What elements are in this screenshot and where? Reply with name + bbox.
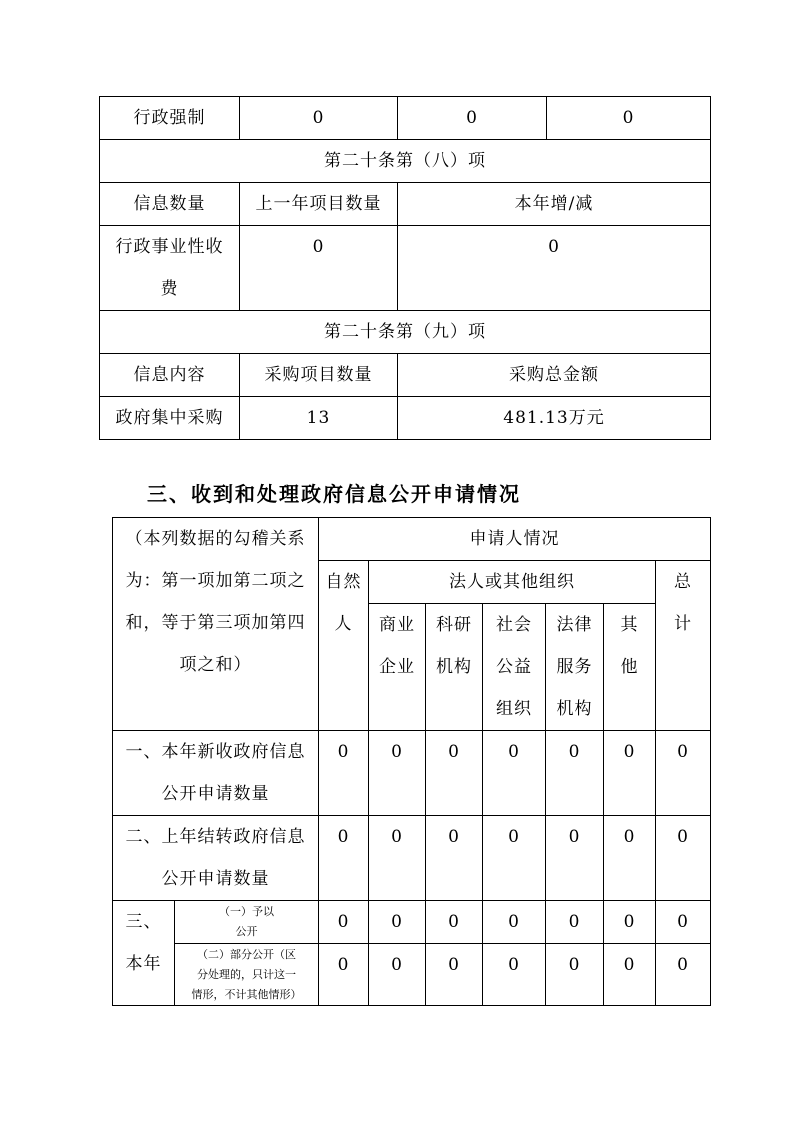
header-line: 商业 bbox=[379, 615, 415, 635]
cell-value: 0 bbox=[369, 901, 426, 944]
cell-value: 0 bbox=[240, 97, 398, 140]
header-line: 服务 bbox=[556, 657, 593, 677]
row-label bbox=[113, 731, 319, 816]
cell-value: 0 bbox=[483, 731, 546, 816]
corner-note bbox=[113, 518, 319, 731]
cell-value: 0 bbox=[369, 816, 426, 901]
cell-value: 0 bbox=[604, 944, 656, 1006]
table-row bbox=[113, 901, 711, 944]
label-line: 行政事业性收 bbox=[115, 237, 224, 257]
section-header: 第二十条第（九）项 bbox=[100, 311, 711, 354]
sub-header-legal bbox=[546, 604, 604, 731]
cell-value: 0 bbox=[398, 226, 711, 311]
label-line: 情形，不计其他情形） bbox=[191, 987, 302, 1001]
header-line: 公益 bbox=[496, 657, 532, 677]
label-line: （二）部分公开（区 bbox=[197, 947, 296, 961]
table-row bbox=[100, 354, 711, 397]
sub-header-business bbox=[369, 604, 426, 731]
note-line: 为：第一项加第二项之 bbox=[125, 571, 306, 591]
header-line: 企业 bbox=[379, 657, 415, 677]
column-header: 上一年项目数量 bbox=[240, 183, 398, 226]
section-header: 第二十条第（八）项 bbox=[100, 140, 711, 183]
note-line: 和，等于第三项加第四 bbox=[125, 613, 306, 633]
disclosure-table-upper bbox=[99, 96, 711, 440]
cell-value: 0 bbox=[319, 944, 369, 1006]
cell-value: 0 bbox=[319, 816, 369, 901]
table-row bbox=[113, 518, 711, 561]
column-header: 采购总金额 bbox=[398, 354, 711, 397]
header-line: 其 bbox=[620, 615, 639, 635]
sub-header-research bbox=[426, 604, 483, 731]
label-line: 公开申请数量 bbox=[161, 869, 270, 889]
table-row bbox=[113, 944, 711, 1006]
column-header: 本年增/减 bbox=[398, 183, 711, 226]
cell-value: 0 bbox=[656, 944, 711, 1006]
header-line: 科研 bbox=[436, 615, 472, 635]
cell-value: 0 bbox=[656, 901, 711, 944]
cell-value: 0 bbox=[369, 731, 426, 816]
row-group-label bbox=[113, 901, 175, 1006]
header-line: 法律 bbox=[556, 615, 593, 635]
table-row bbox=[100, 397, 711, 440]
section-title: 三、收到和处理政府信息公开申请情况 bbox=[147, 482, 521, 506]
cell-value: 0 bbox=[656, 731, 711, 816]
table-row bbox=[100, 183, 711, 226]
cell-value: 481.13万元 bbox=[398, 397, 711, 440]
header-line: 机构 bbox=[556, 699, 593, 719]
header-line: 社会 bbox=[496, 615, 532, 635]
cell-value: 0 bbox=[546, 731, 604, 816]
cell-value: 0 bbox=[319, 731, 369, 816]
total-header bbox=[656, 561, 711, 731]
header-line: 他 bbox=[620, 657, 639, 677]
sub-header-other bbox=[604, 604, 656, 731]
label-line: 本年 bbox=[125, 954, 162, 974]
cell-value: 0 bbox=[426, 944, 483, 1006]
application-table bbox=[112, 517, 711, 1006]
natural-person-header bbox=[319, 561, 369, 731]
label-line: 三、 bbox=[125, 912, 162, 932]
header-line: 自然 bbox=[325, 572, 362, 592]
table-row bbox=[113, 731, 711, 816]
sub-header-social bbox=[483, 604, 546, 731]
label-line: 二、上年结转政府信息 bbox=[125, 827, 306, 847]
table-row bbox=[113, 816, 711, 901]
header-line: 人 bbox=[334, 614, 353, 634]
label-line: （一）予以 bbox=[219, 905, 274, 918]
cell-value: 0 bbox=[398, 97, 547, 140]
cell-value: 0 bbox=[483, 901, 546, 944]
legal-org-header: 法人或其他组织 bbox=[369, 561, 656, 604]
note-line: （本列数据的勾稽关系 bbox=[125, 529, 306, 549]
row-label: 政府集中采购 bbox=[100, 397, 240, 440]
label-line: 一、本年新收政府信息 bbox=[125, 742, 306, 762]
cell-value: 0 bbox=[240, 226, 398, 311]
label-line: 费 bbox=[160, 279, 179, 299]
applicant-header: 申请人情况 bbox=[319, 518, 711, 561]
cell-value: 0 bbox=[319, 901, 369, 944]
row-label bbox=[113, 816, 319, 901]
header-line: 组织 bbox=[496, 699, 532, 719]
note-line: 项之和） bbox=[179, 655, 252, 675]
cell-value: 0 bbox=[426, 731, 483, 816]
cell-value: 13 bbox=[240, 397, 398, 440]
table-row bbox=[100, 311, 711, 354]
column-header: 信息内容 bbox=[100, 354, 240, 397]
header-line: 机构 bbox=[436, 657, 472, 677]
table-row bbox=[100, 140, 711, 183]
cell-value: 0 bbox=[426, 816, 483, 901]
cell-value: 0 bbox=[483, 816, 546, 901]
row-label bbox=[100, 226, 240, 311]
cell-value: 0 bbox=[547, 97, 711, 140]
column-header: 采购项目数量 bbox=[240, 354, 398, 397]
label-line: 公开 bbox=[235, 925, 258, 938]
cell-value: 0 bbox=[546, 901, 604, 944]
cell-value: 0 bbox=[604, 816, 656, 901]
cell-value: 0 bbox=[604, 901, 656, 944]
cell-value: 0 bbox=[426, 901, 483, 944]
sub-row-label bbox=[175, 944, 319, 1006]
column-header: 信息数量 bbox=[100, 183, 240, 226]
cell-value: 0 bbox=[604, 731, 656, 816]
cell-value: 0 bbox=[546, 816, 604, 901]
label-line: 分处理的，只计这一 bbox=[197, 967, 296, 981]
row-label: 行政强制 bbox=[100, 97, 240, 140]
cell-value: 0 bbox=[369, 944, 426, 1006]
header-line: 总 bbox=[674, 572, 692, 592]
label-line: 公开申请数量 bbox=[161, 784, 270, 804]
sub-row-label bbox=[175, 901, 319, 944]
cell-value: 0 bbox=[546, 944, 604, 1006]
cell-value: 0 bbox=[483, 944, 546, 1006]
cell-value: 0 bbox=[656, 816, 711, 901]
table-row bbox=[100, 97, 711, 140]
header-line: 计 bbox=[674, 614, 692, 634]
table-row bbox=[100, 226, 711, 311]
